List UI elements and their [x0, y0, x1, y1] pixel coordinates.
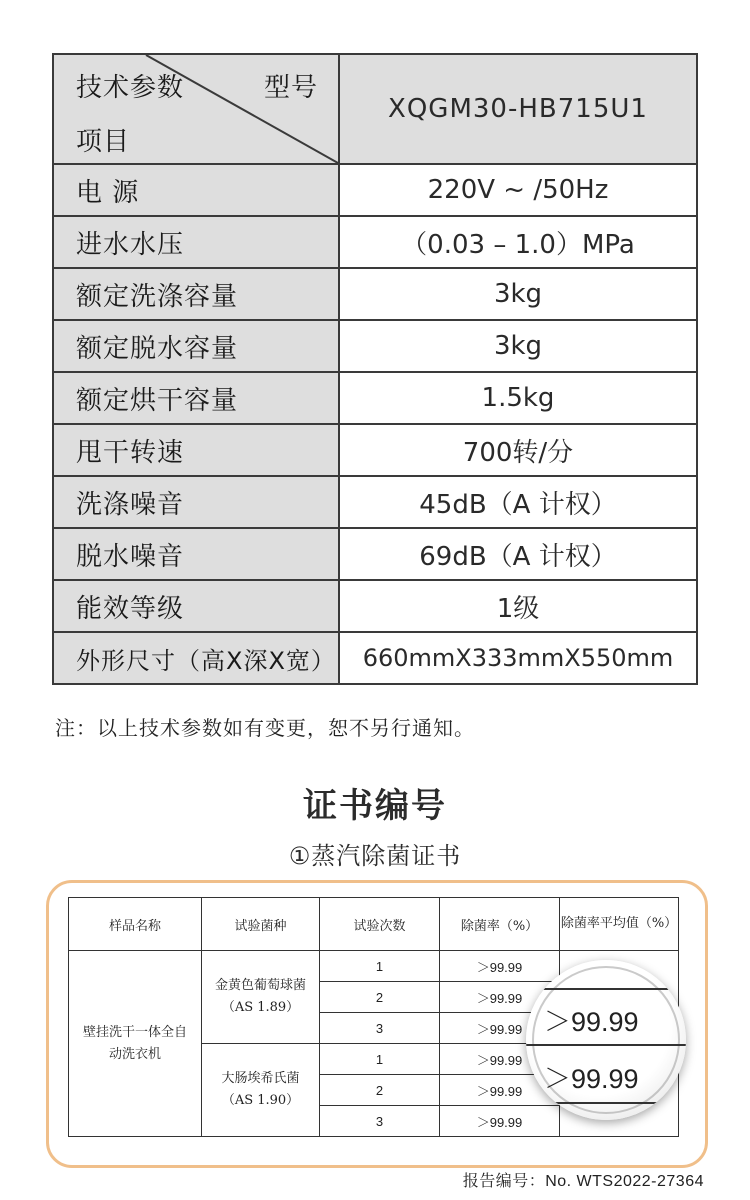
spec-value: 220V ~ /50Hz — [339, 164, 697, 216]
col-header-sample: 样品名称 — [69, 898, 202, 951]
spec-value: 1级 — [339, 580, 697, 632]
col-header-rate: 除菌率（%） — [440, 898, 560, 951]
spec-key: 外形尺寸（高X深X宽） — [53, 632, 339, 684]
spec-key: 额定洗涤容量 — [53, 268, 339, 320]
trial-number: 3 — [320, 1013, 440, 1044]
certificate-subtitle: ①蒸汽除菌证书 — [288, 842, 462, 870]
bacteria-cell — [202, 951, 320, 1044]
trial-number: 3 — [320, 1106, 440, 1137]
spec-value: 1.5kg — [339, 372, 697, 424]
trial-number: 2 — [320, 1075, 440, 1106]
spec-key: 额定脱水容量 — [53, 320, 339, 372]
bacteria-code: （AS 1.89） — [221, 1000, 300, 1015]
bacteria-name: 大肠埃希氏菌 — [221, 1071, 300, 1086]
bacteria-code: （AS 1.90） — [221, 1093, 300, 1108]
certificate-title: 证书编号 — [303, 786, 447, 826]
param-label: 技术参数 — [76, 73, 185, 103]
trial-rate: ＞99.99 — [440, 1075, 560, 1106]
trial-rate: ＞99.99 — [440, 951, 560, 982]
sample-name: 壁挂洗干一体全自动洗衣机 — [69, 951, 202, 1137]
magnified-rule — [526, 1044, 686, 1046]
spec-key: 能效等级 — [53, 580, 339, 632]
trial-number: 2 — [320, 982, 440, 1013]
col-header-bacteria: 试验菌种 — [202, 898, 320, 951]
trial-number: 1 — [320, 951, 440, 982]
magnified-rule — [526, 1102, 686, 1104]
trial-rate: ＞99.99 — [440, 1013, 560, 1044]
col-header-trials: 试验次数 — [320, 898, 440, 951]
magnified-rule — [526, 988, 686, 990]
spec-value: （0.03 – 1.0）MPa — [339, 216, 697, 268]
col-header-average: 除菌率平均值（%） — [560, 898, 679, 951]
spec-key: 进水水压 — [53, 216, 339, 268]
report-number: 报告编号：No. WTS2022-27364 — [462, 1173, 704, 1190]
magnified-value: ＞99.99 — [544, 1064, 639, 1094]
model-label: 型号 — [264, 73, 319, 103]
item-label: 项目 — [76, 127, 131, 157]
spec-header-cell — [53, 54, 339, 164]
spec-value: 3kg — [339, 320, 697, 372]
spec-value: 69dB（A 计权） — [339, 528, 697, 580]
spec-key: 电 源 — [53, 164, 339, 216]
model-value: XQGM30-HB715U1 — [339, 54, 697, 164]
trial-rate: ＞99.99 — [440, 1106, 560, 1137]
spec-value: 45dB（A 计权） — [339, 476, 697, 528]
trial-rate: ＞99.99 — [440, 982, 560, 1013]
spec-key: 脱水噪音 — [53, 528, 339, 580]
spec-value: 700转/分 — [339, 424, 697, 476]
magnified-value: ＞99.99 — [544, 1007, 639, 1037]
trial-number: 1 — [320, 1044, 440, 1075]
magnifier-lens — [526, 960, 686, 1120]
spec-key: 额定烘干容量 — [53, 372, 339, 424]
spec-key: 洗涤噪音 — [53, 476, 339, 528]
spec-table — [52, 53, 698, 685]
spec-key: 甩干转速 — [53, 424, 339, 476]
bacteria-cell — [202, 1044, 320, 1137]
trial-rate: ＞99.99 — [440, 1044, 560, 1075]
bacteria-name: 金黄色葡萄球菌 — [214, 978, 306, 993]
spec-note: 注：以上技术参数如有变更，恕不另行通知。 — [55, 716, 475, 740]
spec-value: 660mmX333mmX550mm — [339, 632, 697, 684]
spec-value: 3kg — [339, 268, 697, 320]
